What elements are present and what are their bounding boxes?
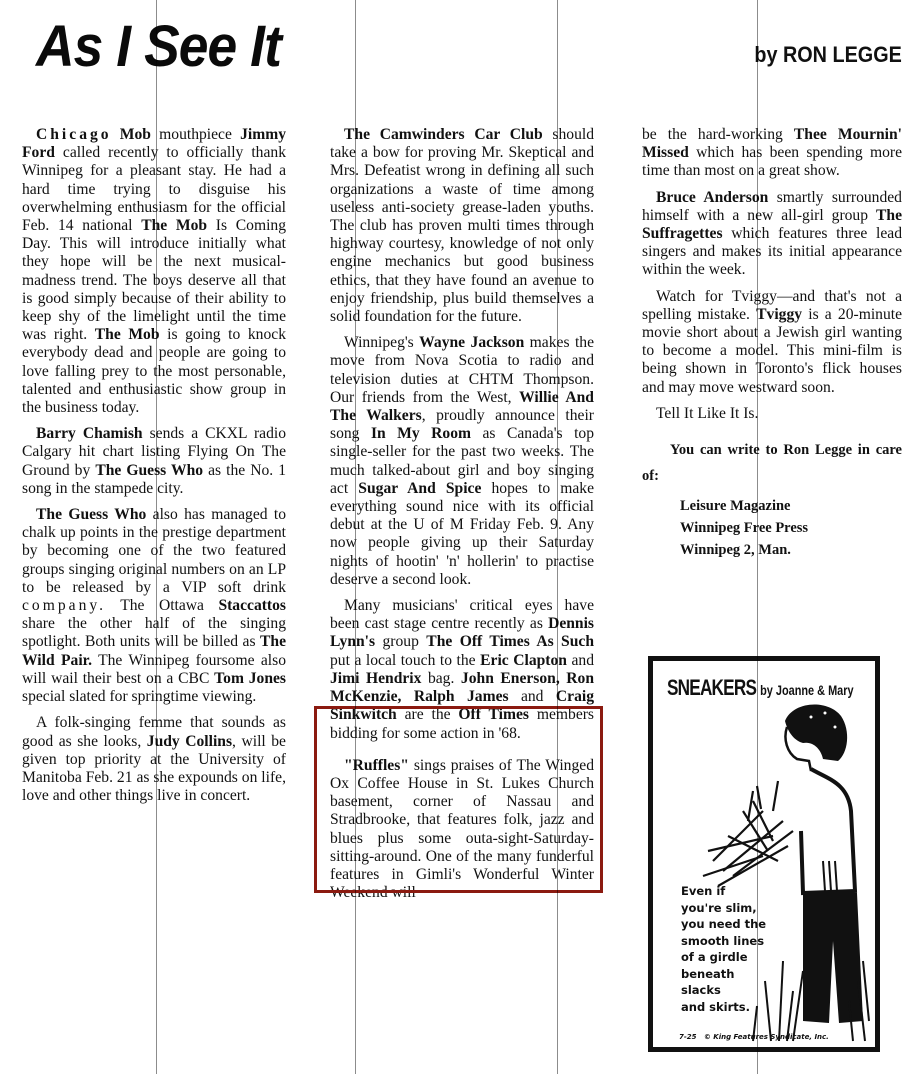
paragraph-judy-collins: A folk-singing femme that sounds as good as she looks, Judy Collins, will be given top priority at the University of Manitoba Feb. 21 as she expounds on life, love and other things live in concert. xyxy=(22,714,286,805)
paragraph-bruce-anderson: Bruce Anderson smartly surrounded himself with a new all-girl group The Suffragettes which features three lead singers and makes its initial appearance within the week. xyxy=(642,188,902,279)
column-3 xyxy=(642,126,902,561)
paragraph-tviggy: Watch for Tviggy—and that's not a spelling mistake. Tviggy is a 20-minute movie short about a Jewish girl wanting to become a model. This mini-film is being shown in Toronto's flick houses and may move westward soon. xyxy=(642,287,903,396)
contact-address: Leisure Magazine Winnipeg Free Press Winnipeg 2, Man. xyxy=(680,498,809,559)
comic-footer: 7-25 © King Features Syndicate, Inc. xyxy=(679,1033,829,1041)
comic-title: SNEAKERS by Joanne & Mary xyxy=(667,675,854,700)
byline: by RON LEGGE xyxy=(754,42,902,67)
paragraph-barry-chamish: Barry Chamish sends a CKXL radio Calgary hit chart listing Flying On The Ground by The Guess Who as the No. 1 song in the stampede city. xyxy=(22,425,286,497)
fold-line xyxy=(156,0,157,1074)
paragraph-camwinders: The Camwinders Car Club should take a bow for proving Mr. Skeptical and Mrs. Defeatist wrong in defining all such organizations a waste of time among useless anti-society grease-laden youths. The club has proven multi times through highway courtesy, knowledge of not only engine mechanics but good business ethics, that they have found an avenue to enjoy friendship, plus build themselves a solid foundation for the future. xyxy=(330,126,594,326)
headline: As I See It xyxy=(36,14,281,79)
fold-line xyxy=(557,0,558,1074)
fold-line xyxy=(355,0,356,1074)
paragraph-off-times-highlighted: Many musicians' critical eyes have been cast stage centre recently as Dennis Lynn's group The Off Times As Such put a local touch to the Eric Clapton and Jimi Hendrix bag. John Enerson, Ron McKenzie, Ralph James and Craig Sinkwitch are the Off Times members bidding for some action in '68. xyxy=(330,597,595,742)
paragraph-wayne-jackson: Winnipeg's Wayne Jackson makes the move from Nova Scotia to radio and television duties at CHTM Thompson. Our friends from the West, Willie And The Walkers, proudly announce their song In My Room as Canada's top single-seller for the past two weeks. The much talked-about girl and boy singing act Sugar And Spice hopes to make everything sound nice with its official debut at the U of M Friday Feb. 9. Any now people giving up their Saturday nights of hootin' 'n' hollerin' to practise deserve a second look. xyxy=(330,334,595,588)
comic-caption: Even if you're slim, you need the smooth lines of a girdle beneath slacks and skirts. xyxy=(681,884,767,1014)
contact-intro: You can write to Ron Legge in care of: xyxy=(642,442,902,485)
sneakers-comic-panel xyxy=(648,656,880,1052)
paragraph-sign-off: Tell It Like It Is. xyxy=(656,404,759,422)
fold-line xyxy=(757,0,758,1074)
paragraph-chicago-mob: Chicago Mob mouthpiece Jimmy Ford called recently to officially thank Winnipeg for a pleasant stay. He had a hard time trying to disguise his overwhelming enthusiasm for the official Feb. 14 national The Mob Is Coming Day. This will introduce initially what they hope will be the next musical-madness trend. The boys deserve all that is good simply because of their ability to keep shy of the limelight until the time was right. The Mob is going to knock everybody dead and people are going to love falling prey to the most personable, talented and enthusiastic show group in the business today. xyxy=(22,126,287,417)
paragraph-mournin-missed: be the hard-working Thee Mournin' Missed which has been spending more time than most on a great show. xyxy=(642,126,903,180)
column-1 xyxy=(22,126,286,813)
paragraph-ruffles: "Ruffles" sings praises of The Winged Ox Coffee House in St. Lukes Church basement, corner of Nassau and Stradbrooke, that features folk, jazz and blues plus some outa-sight-Saturday-sitting-around. One of the many funderful features in Gimli's Wonderful Winter Weekend will xyxy=(330,756,594,902)
contact-info xyxy=(642,437,902,561)
column-2 xyxy=(330,126,594,910)
paragraph-guess-who: The Guess Who also has managed to chalk up points in the prestige department by becoming one of the two featured groups singing original numbers on an LP to be released by a VIP soft drink company. The Ottawa Staccattos share the other half of the singing spotlight. Both units will be billed as The Wild Pair. The Winnipeg foursome also will wail their best on a CBC Tom Jones special slated for springtime viewing. xyxy=(22,506,287,706)
